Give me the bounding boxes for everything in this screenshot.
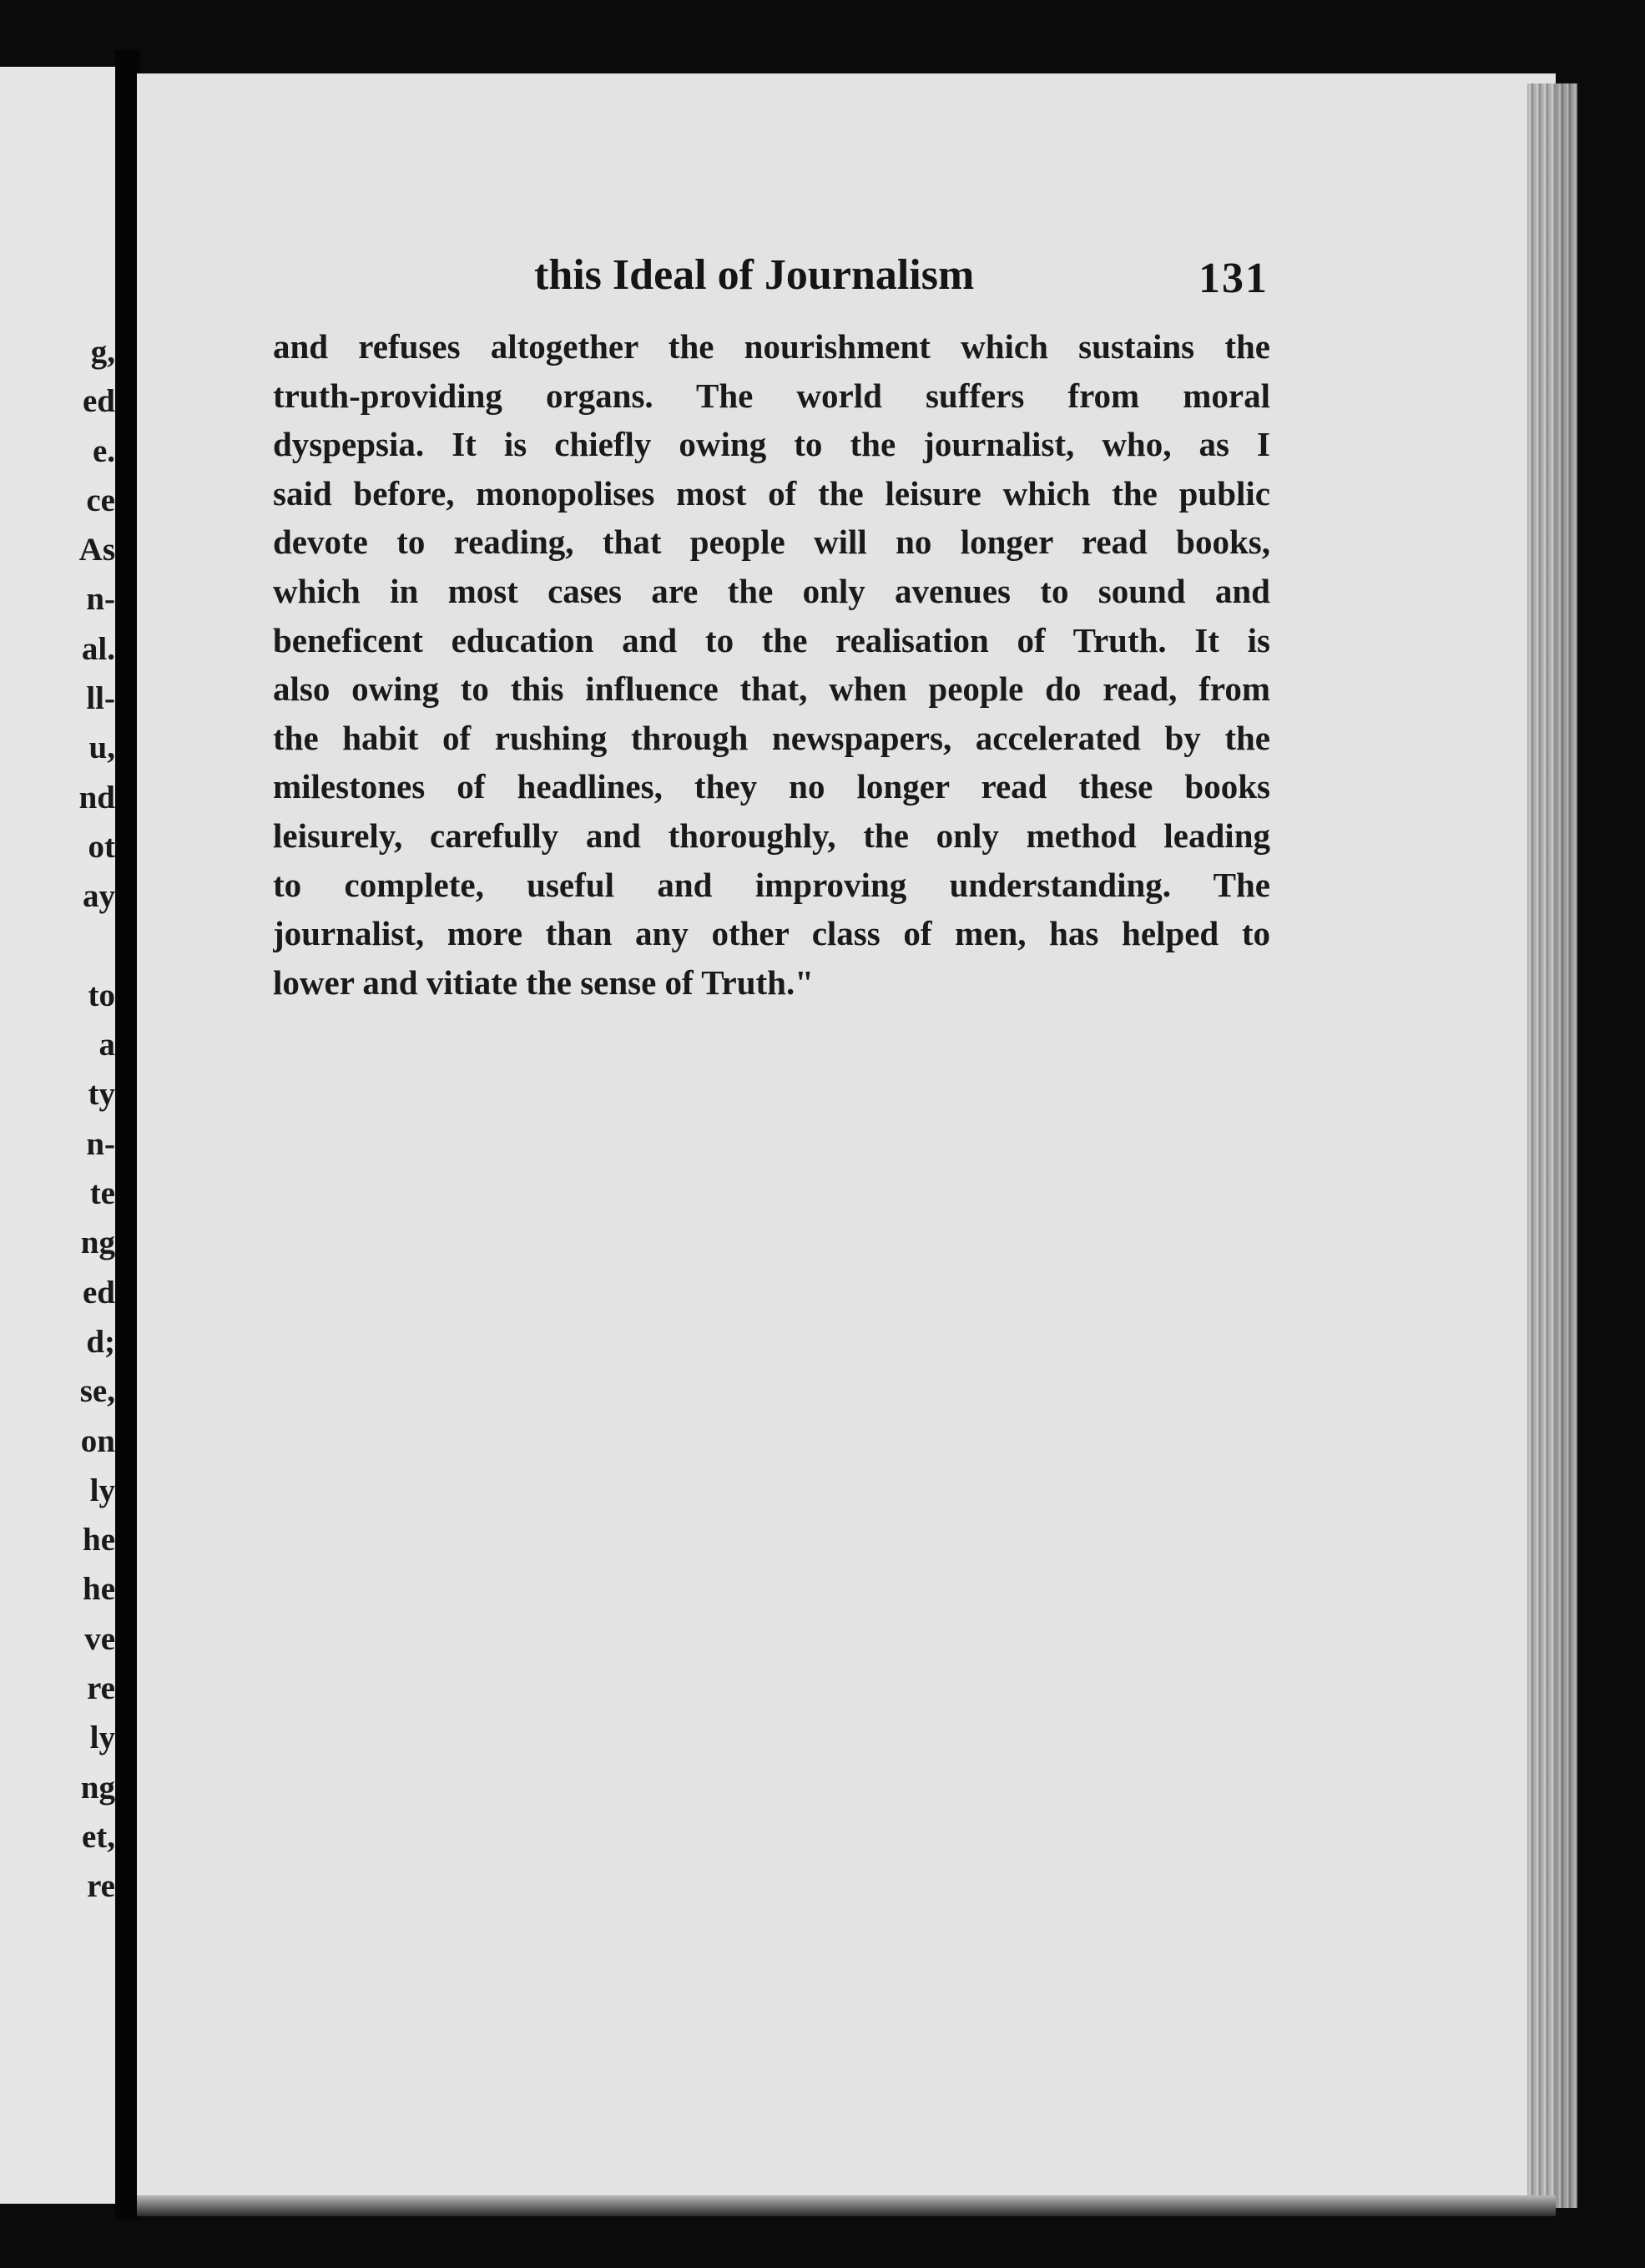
previous-page-fragment: a <box>98 1027 115 1063</box>
previous-page-fragment: As <box>78 532 115 568</box>
previous-page-fragment: se, <box>79 1373 115 1410</box>
previous-page-fragment: ly <box>89 1472 115 1508</box>
body-paragraph <box>273 322 1270 1007</box>
previous-page-fragment: g, <box>90 334 115 370</box>
text-line: to complete, useful and improving understanding. The <box>273 865 1270 904</box>
previous-page-fragment: re <box>87 1670 115 1707</box>
page-stack-edge <box>1527 83 1577 2208</box>
previous-page-fragment: ng <box>80 1769 115 1806</box>
previous-page-fragment: ed <box>83 383 115 420</box>
previous-page-fragment: d; <box>86 1323 115 1360</box>
text-line: lower and vitiate the sense of Truth." <box>273 962 814 1002</box>
previous-page-fragment: ty <box>88 1076 115 1113</box>
previous-page-fragment: ay <box>83 878 115 915</box>
text-line: the habit of rushing through newspapers, accelerated by the <box>273 718 1270 757</box>
previous-page-fragment: he <box>83 1522 115 1558</box>
running-head: this Ideal of Journalism <box>534 251 975 299</box>
page-bottom-shadow <box>137 2195 1556 2216</box>
previous-page-fragment: nd <box>78 779 115 816</box>
previous-page-fragment: u, <box>88 730 115 766</box>
previous-page-fragment: n- <box>86 1125 115 1162</box>
text-line: said before, monopolises most of the leisure which the public <box>273 473 1270 513</box>
previous-page-fragment: ce <box>86 482 115 518</box>
page-number: 131 <box>1198 255 1269 302</box>
previous-page-fragment: ng <box>80 1225 115 1261</box>
previous-page-fragment: ve <box>84 1620 115 1657</box>
text-line: devote to reading, that people will no longer read books, <box>273 523 1270 562</box>
previous-page-fragment: re <box>87 1868 115 1905</box>
previous-page-fragment: on <box>80 1422 115 1459</box>
previous-page-line-fragments <box>0 327 115 1912</box>
previous-page-fragment: ll- <box>86 680 115 717</box>
previous-page-fragment: e. <box>92 432 115 469</box>
text-line: also owing to this influence that, when people do read, from <box>273 669 1270 709</box>
previous-page-fragment: n- <box>86 581 115 618</box>
previous-page-fragment: al. <box>81 630 115 667</box>
previous-page-fragment: to <box>88 977 115 1013</box>
previous-page-fragment: ly <box>89 1720 115 1756</box>
previous-page-fragment: ot <box>88 828 115 865</box>
text-line: journalist, more than any other class of men, has helped to <box>273 914 1270 953</box>
previous-page-fragment: ed <box>83 1274 115 1311</box>
text-line: which in most cases are the only avenues to sound and <box>273 571 1270 610</box>
previous-page-fragment: te <box>89 1175 115 1212</box>
text-line: dyspepsia. It is chiefly owing to the journalist, who, as I <box>273 425 1270 464</box>
previous-page-fragment: he <box>83 1571 115 1608</box>
text-line: and refuses altogether the nourishment which sustains the <box>273 327 1270 366</box>
previous-page-fragment: et, <box>81 1818 115 1855</box>
text-line: truth-providing organs. The world suffers from moral <box>273 376 1270 415</box>
text-line: leisurely, carefully and thoroughly, the only method leading <box>273 816 1270 855</box>
text-line: milestones of headlines, they no longer read these books <box>273 767 1270 806</box>
text-line: beneficent education and to the realisation of Truth. It is <box>273 620 1270 659</box>
previous-page-fragment <box>0 922 115 971</box>
